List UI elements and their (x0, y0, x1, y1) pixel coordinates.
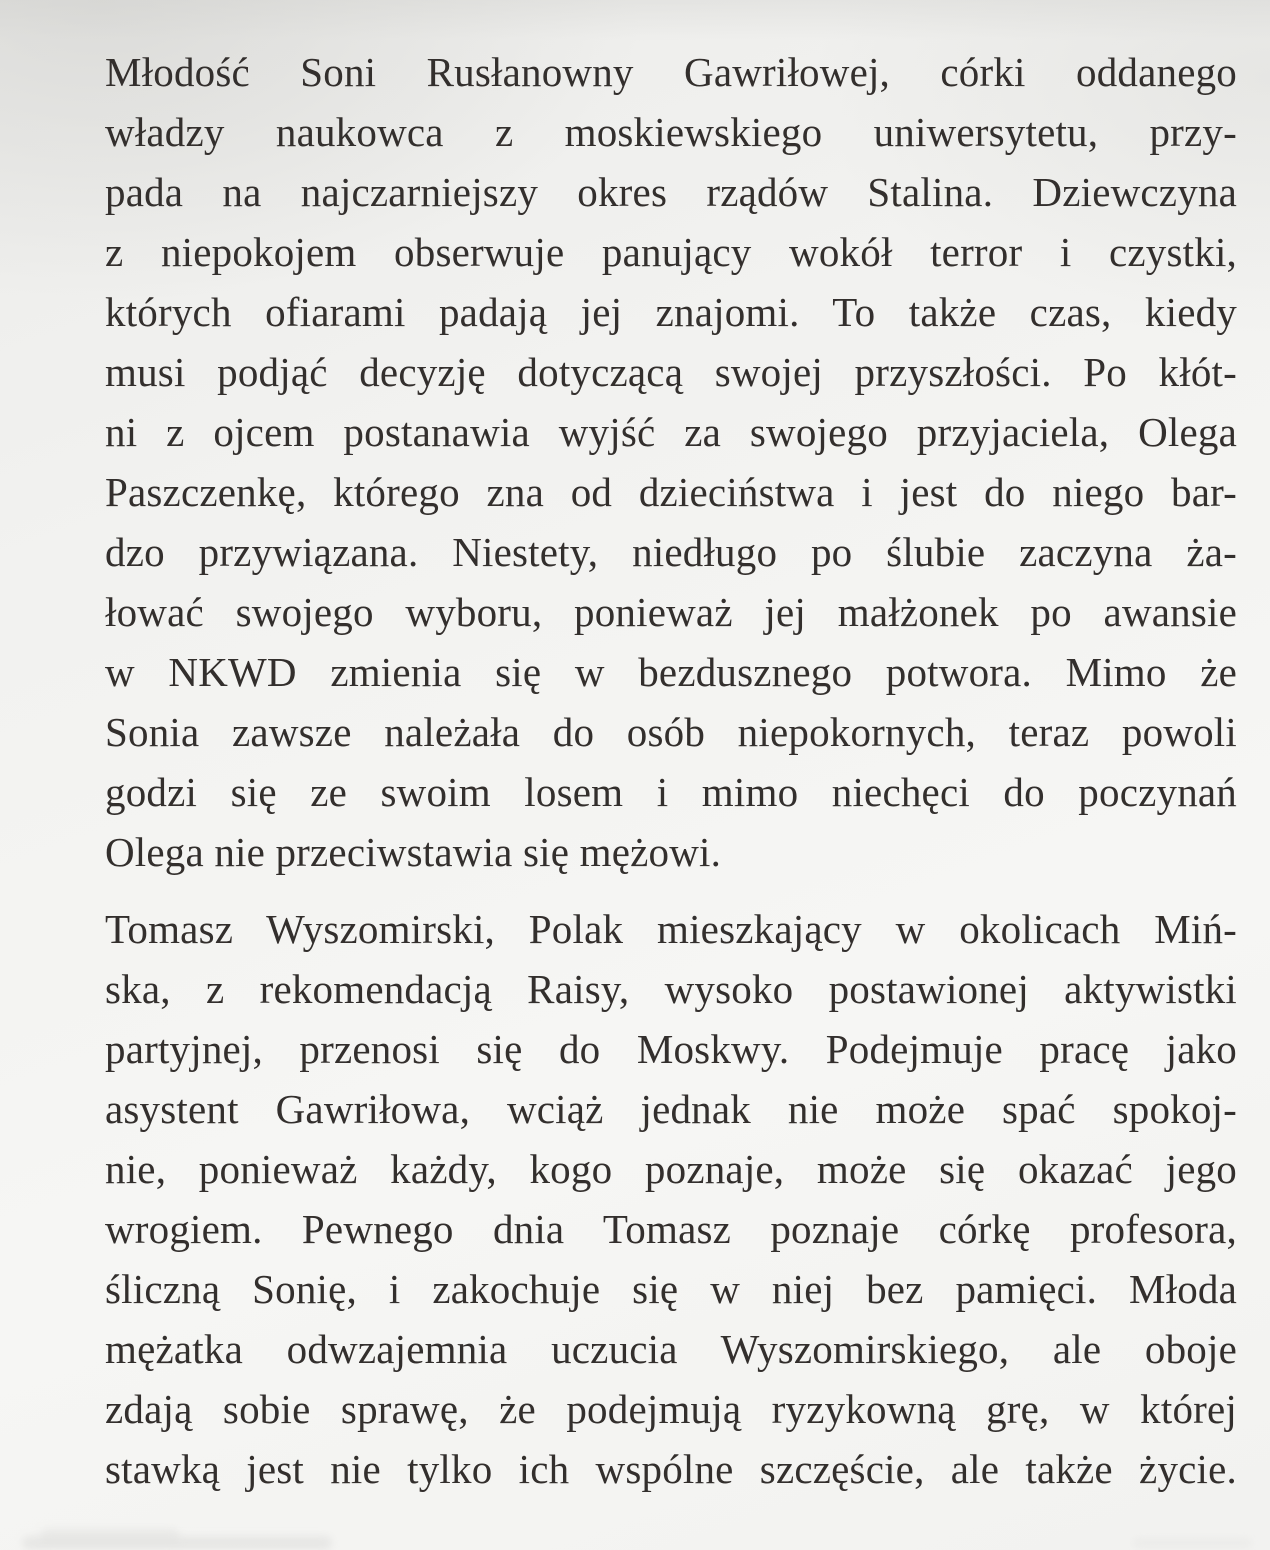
text-line: Olega nie przeciwstawia się mężowi. (105, 829, 722, 875)
text-line: wrogiem. Pewnego dnia Tomasz poznaje córkę profesora, (105, 1206, 1237, 1252)
text-line: dzo przywiązana. Niestety, niedługo po ślubie zaczyna ża- (105, 529, 1237, 575)
paragraph (105, 899, 1237, 1499)
text-line: w NKWD zmienia się w bezdusznego potwora. Mimo że (105, 649, 1237, 695)
text-line: władzy naukowca z moskiewskiego uniwersytetu, przy- (105, 109, 1237, 155)
text-line: Paszczenkę, którego zna od dzieciństwa i jest do niego bar- (105, 469, 1237, 515)
scan-smudge (1132, 1538, 1252, 1548)
text-line: z niepokojem obserwuje panujący wokół terror i czystki, (105, 229, 1237, 275)
scan-smudge (40, 1528, 180, 1544)
text-line: godzi się ze swoim losem i mimo niechęci do poczynań (105, 769, 1237, 815)
text-line: pada na najczarniejszy okres rządów Stalina. Dziewczyna (105, 169, 1237, 215)
text-line: Młodość Soni Rusłanowny Gawriłowej, córki oddanego (105, 49, 1237, 95)
text-line: nie, ponieważ każdy, kogo poznaje, może się okazać jego (105, 1146, 1237, 1192)
text-line: musi podjąć decyzję dotyczącą swojej przyszłości. Po kłót- (105, 349, 1237, 395)
text-line: ska, z rekomendacją Raisy, wysoko postawionej aktywistki (105, 966, 1237, 1012)
text-line: łować swojego wyboru, ponieważ jej małżonek po awansie (105, 589, 1237, 635)
text-line: asystent Gawriłowa, wciąż jednak nie może spać spokoj- (105, 1086, 1237, 1132)
text-line: stawką jest nie tylko ich wspólne szczęście, ale także życie. (105, 1446, 1237, 1492)
text-line: zdają sobie sprawę, że podejmują ryzykowną grę, w której (105, 1386, 1237, 1432)
scan-edge-shade (0, 0, 1270, 40)
text-line: mężatka odwzajemnia uczucia Wyszomirskiego, ale oboje (105, 1326, 1237, 1372)
text-line: partyjnej, przenosi się do Moskwy. Podejmuje pracę jako (105, 1026, 1237, 1072)
text-line: ni z ojcem postanawia wyjść za swojego przyjaciela, Olega (105, 409, 1237, 455)
text-block (105, 42, 1237, 1499)
text-line: których ofiarami padają jej znajomi. To także czas, kiedy (105, 289, 1237, 335)
text-line: Sonia zawsze należała do osób niepokornych, teraz powoli (105, 709, 1237, 755)
paragraph (105, 42, 1237, 882)
text-line: Tomasz Wyszomirski, Polak mieszkający w okolicach Miń- (105, 906, 1237, 952)
text-line: śliczną Sonię, i zakochuje się w niej bez pamięci. Młoda (105, 1266, 1237, 1312)
